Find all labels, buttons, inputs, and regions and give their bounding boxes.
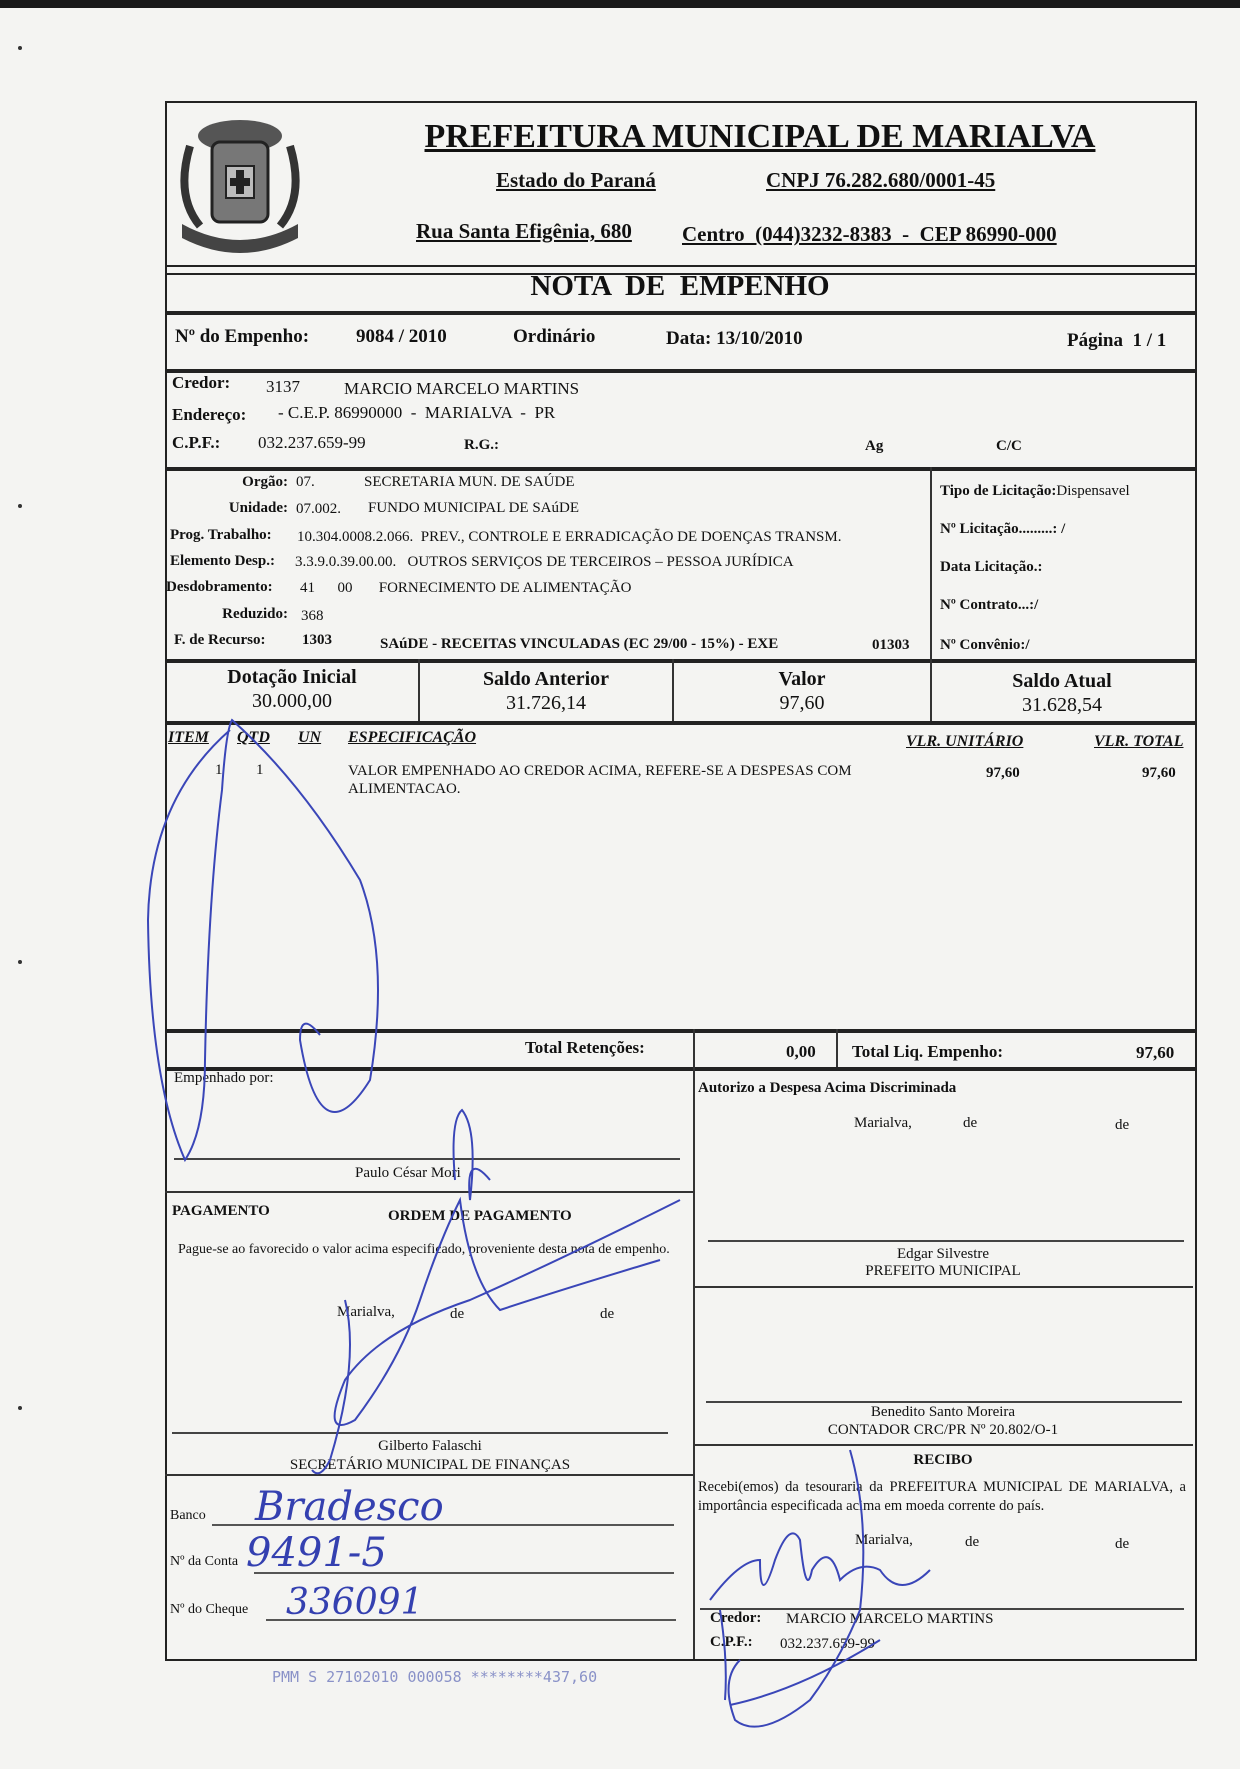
machine-stamp: PMM S 27102010 000058 ********437,60 — [272, 1668, 598, 1686]
credor-signature-3 — [720, 1610, 880, 1705]
licitacao-date: Data Licitação.: — [940, 559, 1043, 575]
empenhado-name: Paulo César Mori — [355, 1165, 461, 1181]
contador-title: CONTADOR CRC/PR Nº 20.802/O-1 — [827, 1422, 1059, 1438]
valor-value: 97,60 — [779, 692, 825, 714]
page-number: Página 1 / 1 — [1067, 330, 1167, 351]
empenhado-label: Empenhado por: — [174, 1070, 274, 1086]
licitacao-type-value: Dispensavel — [1056, 483, 1130, 499]
saldo-anterior-label: Saldo Anterior — [482, 668, 610, 690]
state-name: Estado do Paraná — [496, 168, 656, 192]
gilberto-falaschi-signature-2 — [312, 1300, 350, 1473]
prefeito-title: PREFEITO MUNICIPAL — [865, 1263, 1021, 1279]
paulo-mori-signature — [148, 720, 378, 1160]
gilberto-falaschi-signature — [335, 1200, 680, 1425]
credor-signature — [710, 1533, 930, 1600]
autorizo-de-2: de — [1115, 1117, 1130, 1133]
orgao-code: 07. — [296, 474, 315, 490]
pagamento-city: Marialva, — [337, 1304, 395, 1320]
unidade-code: 07.002. — [296, 501, 341, 517]
cnpj: CNPJ 76.282.680/0001-45 — [766, 168, 996, 192]
items-header-especificacao: ESPECIFICAÇÃO — [348, 729, 477, 746]
rg-label: R.G.: — [464, 437, 499, 453]
orgao-label: Orgão: — [242, 474, 288, 490]
recibo-text: Recebi(emos) da tesouraria da PREFEITURA MUNICIPAL DE MARIALVA, a importância especificada acima em moeda corrente do país. — [698, 1479, 1186, 1514]
ordem-pagamento-label: ORDEM DE PAGAMENTO — [388, 1208, 572, 1224]
prefeito-name: Edgar Silvestre — [896, 1246, 990, 1262]
empenho-type: Ordinário — [513, 326, 596, 347]
liquido-label: Total Liq. Empenho: — [852, 1042, 1003, 1061]
empenho-date: Data: 13/10/2010 — [666, 328, 803, 349]
valor-label: Valor — [778, 668, 826, 690]
unidade-name: FUNDO MUNICIPAL DE SAúDE — [368, 500, 579, 516]
agencia-label: Ag — [865, 438, 884, 454]
saldo-atual-value: 31.628,54 — [1022, 694, 1102, 716]
autorizo-de-1: de — [963, 1115, 978, 1131]
recibo-de-2: de — [1115, 1536, 1130, 1552]
pagamento-de-2: de — [600, 1306, 615, 1322]
licitacao-number: Nº Licitação.........: / — [940, 521, 1066, 537]
retencoes-value: 0,00 — [786, 1042, 816, 1061]
contador-name: Benedito Santo Moreira — [870, 1404, 1016, 1420]
autorizo-city: Marialva, — [854, 1115, 912, 1131]
cheque-label: Nº do Cheque — [170, 1602, 249, 1617]
endereco-label: Endereço: — [172, 405, 247, 424]
recibo-city: Marialva, — [855, 1532, 913, 1548]
retencoes-label: Total Retenções: — [525, 1038, 645, 1057]
items-header-vlr-total: VLR. TOTAL — [1094, 733, 1184, 750]
contact-line: Centro (044)3232-8383 - CEP 86990-000 — [682, 222, 1057, 246]
conta-label: Nº da Conta — [170, 1554, 239, 1569]
dotacao-label: Dotação Inicial — [227, 666, 357, 688]
recibo-credor-label: Credor: — [710, 1610, 762, 1626]
liquido-value: 97,60 — [1136, 1043, 1175, 1062]
conta-corrente-label: C/C — [996, 438, 1022, 454]
item-number: 1 — [215, 762, 223, 778]
prog-value: 10.304.0008.2.066. PREV., CONTROLE E ERRADICAÇÃO DE DOENÇAS TRANSM. — [297, 529, 842, 545]
pagamento-de-1: de — [450, 1306, 465, 1322]
recibo-cpf-value: 032.237.659-99 — [780, 1636, 875, 1652]
banco-label: Banco — [170, 1508, 206, 1523]
recibo-cpf-label: C.P.F.: — [710, 1634, 753, 1650]
elemento-value: 3.3.9.0.39.00.00. OUTROS SERVIÇOS DE TERCEIROS – PESSOA JURÍDICA — [295, 554, 794, 570]
street-address: Rua Santa Efigênia, 680 — [416, 219, 632, 243]
document-title: NOTA DE EMPENHO — [530, 270, 830, 302]
saldo-anterior-value: 31.726,14 — [506, 692, 586, 714]
dotacao-value: 30.000,00 — [252, 690, 332, 712]
item-qtd: 1 — [256, 762, 264, 778]
autorizo-label: Autorizo a Despesa Acima Discriminada — [698, 1080, 957, 1096]
secretario-name: Gilberto Falaschi — [378, 1438, 482, 1454]
items-header-vlr-unitario: VLR. UNITÁRIO — [906, 733, 1024, 750]
items-header-un: UN — [298, 729, 322, 746]
paulo-mori-signature-2 — [454, 1110, 490, 1200]
prog-label: Prog. Trabalho: — [170, 527, 272, 543]
cheque-handwritten: 336091 — [286, 1582, 424, 1623]
item-unit-value: 97,60 — [986, 765, 1020, 781]
unidade-label: Unidade: — [228, 500, 288, 516]
saldo-atual-label: Saldo Atual — [1012, 670, 1112, 692]
org-title: PREFEITURA MUNICIPAL DE MARIALVA — [424, 118, 1096, 155]
recurso-code: 1303 — [302, 632, 332, 648]
convenio-number: Nº Convênio:/ — [940, 637, 1030, 653]
recibo-credor-name: MARCIO MARCELO MARTINS — [786, 1611, 994, 1627]
secretario-title: SECRETÁRIO MUNICIPAL DE FINANÇAS — [289, 1457, 571, 1473]
cpf-value: 032.237.659-99 — [258, 433, 366, 452]
recurso-code-2: 01303 — [872, 637, 910, 653]
endereco-value: - C.E.P. 86990000 - MARIALVA - PR — [278, 403, 556, 422]
contrato-number: Nº Contrato...:/ — [940, 597, 1039, 613]
items-header-qtd: QTD — [237, 729, 270, 746]
recibo-de-1: de — [965, 1534, 980, 1550]
empenho-number-label: Nº do Empenho: — [175, 326, 310, 347]
conta-handwritten: 9491-5 — [246, 1530, 387, 1576]
orgao-name: SECRETARIA MUN. DE SAÚDE — [364, 474, 575, 490]
banco-handwritten: Bradesco — [255, 1484, 444, 1530]
desdobramento-value: 41 00 FORNECIMENTO DE ALIMENTAÇÃO — [300, 580, 632, 596]
credor-label: Credor: — [172, 373, 231, 392]
pagamento-text: Pague-se ao favorecido o valor acima especificado, proveniente desta nota de empenho. — [178, 1242, 670, 1257]
credor-signature-2 — [729, 1450, 864, 1727]
reduzido-value: 368 — [301, 608, 324, 624]
desdobramento-label: Desdobramento: — [166, 579, 273, 595]
credor-code: 3137 — [266, 377, 300, 396]
credor-name: MARCIO MARCELO MARTINS — [344, 379, 580, 398]
reduzido-label: Reduzido: — [222, 606, 288, 622]
elemento-label: Elemento Desp.: — [170, 553, 275, 569]
items-header-item: ITEM — [168, 729, 209, 746]
pagamento-label: PAGAMENTO — [172, 1203, 270, 1219]
recurso-label: F. de Recurso: — [174, 632, 266, 648]
item-total-value: 97,60 — [1142, 765, 1176, 781]
recurso-description: SAúDE - RECEITAS VINCULADAS (EC 29/00 - 15%) - EXE — [380, 636, 779, 652]
item-description: VALOR EMPENHADO AO CREDOR ACIMA, REFERE-SE A DESPESAS COM ALIMENTACAO. — [348, 763, 852, 797]
empenho-number: 9084 / 2010 — [356, 326, 447, 347]
licitacao-type-label: Tipo de Licitação: — [940, 483, 1057, 499]
recibo-label: RECIBO — [913, 1452, 973, 1468]
cpf-label: C.P.F.: — [172, 433, 221, 452]
